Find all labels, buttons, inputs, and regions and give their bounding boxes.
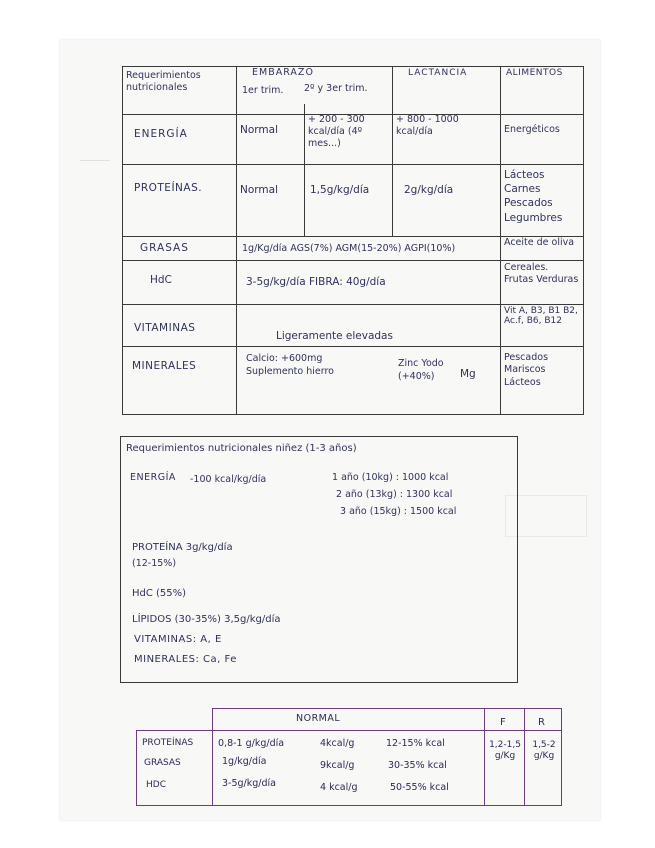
row-minerales-mg: Mg — [460, 368, 476, 380]
row-hdc-alimentos: Cereales. Frutas Verduras — [504, 262, 579, 285]
notebook-page — [60, 40, 600, 820]
t3-row-grasas-b: 9kcal/g — [320, 760, 355, 771]
row-minerales-alimentos: Pescados Mariscos Lácteos — [504, 352, 549, 388]
childhood-lipidos: LÍPIDOS (30-35%) 3,5g/kg/día — [132, 614, 281, 625]
row-vitaminas-alimentos: Vit A, B3, B1 B2, Ac.f, B6, B12 — [504, 306, 578, 327]
row-hdc-name: HdC — [150, 274, 172, 286]
childhood-energia-line-3: 3 año (15kg) : 1500 kcal — [340, 506, 457, 517]
row-hdc-span: 3-5g/kg/día FIBRA: 40g/día — [246, 276, 386, 288]
header-requerimientos: Requerimientos nutricionales — [126, 70, 201, 93]
childhood-minerales: MINERALES: Ca, Fe — [134, 654, 237, 665]
t3-row-hdc-c: 50-55% kcal — [390, 782, 449, 793]
row-proteinas-trim1: Normal — [240, 184, 278, 196]
t3-row-hdc-b: 4 kcal/g — [320, 782, 358, 793]
row-proteinas-lactancia: 2g/kg/día — [404, 184, 454, 196]
childhood-energia-line-1: 1 año (10kg) : 1000 kcal — [332, 472, 449, 483]
row-minerales-zinc: Zinc Yodo (+40%) — [398, 358, 444, 382]
header-trim23: 2º y 3er trim. — [304, 83, 368, 94]
row-vitaminas-name: VITAMINAS — [134, 322, 196, 334]
t3-header-normal: NORMAL — [296, 713, 341, 724]
childhood-proteina: PROTEÍNA 3g/kg/día — [132, 542, 233, 553]
row-energia-trim1: Normal — [240, 124, 278, 136]
t3-row-proteinas-a: 0,8-1 g/kg/día — [218, 738, 285, 749]
header-trim1: 1er trim. — [242, 85, 284, 96]
bleed-through-mark — [80, 160, 110, 162]
header-alimentos: ALIMENTOS — [506, 68, 563, 78]
childhood-hdc: HdC (55%) — [132, 588, 187, 599]
row-proteinas-trim23: 1,5g/kg/día — [310, 184, 370, 196]
childhood-energia-value: -100 kcal/kg/día — [190, 474, 267, 485]
row-proteinas-alimentos: Lácteos Carnes Pescados Legumbres — [504, 169, 563, 224]
row-energia-name: ENERGÍA — [134, 128, 188, 140]
t3-r-value: 1,5-2 g/Kg — [532, 740, 556, 761]
row-grasas-name: GRASAS — [140, 242, 189, 254]
row-vitaminas-span: Ligeramente elevadas — [276, 330, 393, 342]
childhood-energia-line-2: 2 año (13kg) : 1300 kcal — [336, 489, 453, 500]
row-minerales-calcio: Calcio: +600mg Suplemento hierro — [246, 353, 334, 378]
childhood-title: Requerimientos nutricionales niñez (1-3 años) — [126, 443, 357, 454]
row-grasas-alimentos: Aceite de oliva — [504, 237, 575, 248]
t3-row-grasas-c: 30-35% kcal — [388, 760, 447, 771]
t3-row-proteinas-c: 12-15% kcal — [386, 738, 445, 749]
row-minerales-name: MINERALES — [132, 360, 197, 372]
row-energia-trim23: + 200 - 300 kcal/día (4º mes...) — [308, 114, 365, 149]
row-energia-alimentos: Energéticos — [504, 124, 560, 135]
t3-row-proteinas-name: PROTEÍNAS — [142, 738, 194, 748]
childhood-proteina-sub: (12-15%) — [132, 558, 177, 569]
row-energia-lactancia: + 800 - 1000 kcal/día — [396, 114, 459, 137]
t3-row-hdc-a: 3-5g/kg/día — [222, 778, 276, 789]
t3-row-proteinas-b: 4kcal/g — [320, 738, 355, 749]
t3-header-f: F — [500, 717, 506, 728]
row-proteinas-name: PROTEÍNAS. — [134, 182, 203, 194]
row-grasas-span: 1g/Kg/día AGS(7%) AGM(15-20%) AGPI(10%) — [242, 243, 456, 254]
t3-row-grasas-a: 1g/kg/día — [222, 756, 267, 767]
t3-f-value: 1,2-1,5 g/Kg — [489, 740, 521, 761]
childhood-vitaminas: VITAMINAS: A, E — [134, 634, 222, 645]
header-lactancia: LACTANCIA — [408, 68, 468, 78]
header-embarazo: EMBARAZO — [252, 67, 314, 78]
t3-header-r: R — [538, 717, 545, 728]
t3-row-grasas-name: GRASAS — [144, 758, 181, 768]
t3-row-hdc-name: HDC — [146, 780, 166, 790]
childhood-energia-label: ENERGÍA — [130, 472, 176, 483]
